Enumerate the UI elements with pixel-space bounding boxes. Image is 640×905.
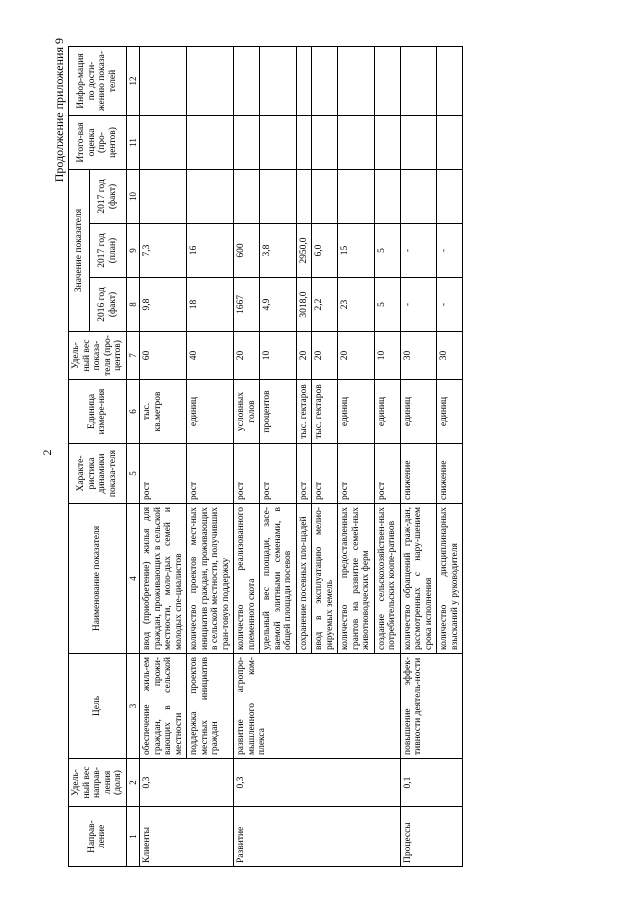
column-number: 8 <box>126 278 140 332</box>
header-direction-weight: Удель-ный вес направ-ления (доля) <box>69 759 127 807</box>
cell-2016-fact: 1667 <box>234 278 260 332</box>
cell-indicator-name: количество дисциплинарных взысканий у руководителя <box>437 504 463 654</box>
cell-direction: Клиенты <box>140 807 234 867</box>
cell-direction: Развитие <box>234 807 401 867</box>
cell-unit: тыс. гектаров <box>312 380 338 444</box>
cell-dynamics: рост <box>234 444 260 504</box>
cell-2016-fact: - <box>400 278 437 332</box>
cell-2017-fact <box>312 169 338 223</box>
cell-indicator-name: ввод в эксплуатацию мелио-рируемых земель <box>312 504 338 654</box>
cell-dynamics: рост <box>296 444 312 504</box>
cell-dynamics: снижение <box>437 444 463 504</box>
table-row <box>400 46 437 866</box>
cell-2017-plan: 7,3 <box>140 224 187 278</box>
cell-indicator-name: количество реализованного племенного скота <box>234 504 260 654</box>
cell-2017-fact <box>187 169 234 223</box>
cell-info <box>400 46 437 115</box>
cell-goal: обеспечение жиль-ем граждан, прожи-вающих в сельской местности <box>140 654 187 759</box>
cell-2017-plan: 3,8 <box>260 224 297 278</box>
cell-dynamics: рост <box>187 444 234 504</box>
table-row <box>234 46 260 866</box>
column-number: 6 <box>126 380 140 444</box>
cell-2017-plan: - <box>400 224 437 278</box>
cell-goal: развитие агропро-мышленного ком-плекса <box>234 654 401 759</box>
cell-2016-fact: 3018,0 <box>296 278 312 332</box>
cell-final-score <box>187 115 234 169</box>
cell-2016-fact: 5 <box>374 278 400 332</box>
cell-info <box>234 46 260 115</box>
cell-direction-weight: 0,3 <box>234 759 401 807</box>
header-2017-fact: 2017 год (факт) <box>90 169 126 223</box>
cell-indicator-weight: 20 <box>296 332 312 380</box>
cell-dynamics: снижение <box>400 444 437 504</box>
cell-unit: единиц <box>187 380 234 444</box>
cell-unit: тыс. кв.метров <box>140 380 187 444</box>
header-value-group: Значение показателя <box>69 169 90 331</box>
cell-unit: единиц <box>338 380 375 444</box>
cell-final-score <box>400 115 437 169</box>
cell-indicator-weight: 30 <box>400 332 437 380</box>
cell-unit: единиц <box>437 380 463 444</box>
cell-2016-fact: 9,8 <box>140 278 187 332</box>
page-number: 2 <box>40 449 54 456</box>
cell-2017-plan: - <box>437 224 463 278</box>
cell-info <box>374 46 400 115</box>
cell-2016-fact: 23 <box>338 278 375 332</box>
cell-final-score <box>140 115 187 169</box>
cell-2017-fact <box>437 169 463 223</box>
cell-indicator-name: создание сельскохозяйствен-ных потребительских коопе-ративов <box>374 504 400 654</box>
header-goal: Цель <box>69 654 127 759</box>
header-unit: Единица измере-ния <box>69 380 127 444</box>
cell-unit: единиц <box>374 380 400 444</box>
cell-info <box>140 46 187 115</box>
cell-indicator-name: количество предоставленных грантов на развитие семей-ных животноводческих ферм <box>338 504 375 654</box>
header-direction: Направ-ление <box>69 807 127 867</box>
header-info: Инфор-мация по дости-жению показа-телей <box>69 46 127 115</box>
cell-direction-weight: 0,1 <box>400 759 463 807</box>
cell-unit: процентов <box>260 380 297 444</box>
header-2017-plan: 2017 год (план) <box>90 224 126 278</box>
column-number: 2 <box>126 759 140 807</box>
header-indicator-weight: Удель-ный вес показа-теля (про-центов) <box>69 332 127 380</box>
cell-dynamics: рост <box>260 444 297 504</box>
cell-indicator-name: удельный вес площади, засе-ваемой элитными семенами, в общей площади посевов <box>260 504 297 654</box>
cell-indicator-weight: 40 <box>187 332 234 380</box>
cell-final-score <box>374 115 400 169</box>
cell-dynamics: рост <box>140 444 187 504</box>
cell-2017-fact <box>400 169 437 223</box>
column-number: 9 <box>126 224 140 278</box>
cell-2017-fact <box>296 169 312 223</box>
cell-indicator-weight: 10 <box>260 332 297 380</box>
cell-indicator-name: количество обращений граж-дан, рассмотренных с нару-шением срока исполнения <box>400 504 437 654</box>
cell-indicator-weight: 20 <box>338 332 375 380</box>
cell-indicator-name: ввод (приобретение) жилья для граждан, проживающих в сельской местности, моло-дых семей и молодых спе-циалистов <box>140 504 187 654</box>
cell-2016-fact: 4,9 <box>260 278 297 332</box>
cell-final-score <box>338 115 375 169</box>
cell-goal: поддержка проектов местных инициатив граждан <box>187 654 234 759</box>
cell-direction: Процессы <box>400 807 463 867</box>
cell-indicator-weight: 20 <box>234 332 260 380</box>
cell-info <box>260 46 297 115</box>
cell-info <box>437 46 463 115</box>
cell-2016-fact: 18 <box>187 278 234 332</box>
header-2016-fact: 2016 год (факт) <box>90 278 126 332</box>
column-number: 11 <box>126 115 140 169</box>
appendix-label: Продолжение приложения 9 <box>52 38 66 183</box>
table-row <box>187 46 234 866</box>
column-number: 1 <box>126 807 140 867</box>
cell-dynamics: рост <box>312 444 338 504</box>
cell-indicator-weight: 10 <box>374 332 400 380</box>
column-number: 10 <box>126 169 140 223</box>
cell-2017-fact <box>338 169 375 223</box>
cell-goal: повышение эффек-тивности деятель-ности <box>400 654 463 759</box>
cell-2016-fact: - <box>437 278 463 332</box>
table-row <box>140 46 187 866</box>
header-final-score: Итого-вая оценка (про-центов) <box>69 115 127 169</box>
cell-final-score <box>437 115 463 169</box>
cell-indicator-name: количество проектов мест-ных инициатив граждан, проживающих в сельской местности, получивших гран-товую поддержку <box>187 504 234 654</box>
cell-info <box>187 46 234 115</box>
cell-2017-plan: 16 <box>187 224 234 278</box>
cell-indicator-name: сохранение посевных пло-щадей <box>296 504 312 654</box>
cell-final-score <box>234 115 260 169</box>
cell-2017-plan: 2950,0 <box>296 224 312 278</box>
cell-2017-fact <box>234 169 260 223</box>
column-number: 5 <box>126 444 140 504</box>
cell-final-score <box>312 115 338 169</box>
cell-2017-fact <box>374 169 400 223</box>
cell-2017-fact <box>140 169 187 223</box>
cell-indicator-weight: 20 <box>312 332 338 380</box>
cell-2017-plan: 6,0 <box>312 224 338 278</box>
column-number: 3 <box>126 654 140 759</box>
cell-unit: тыс. гектаров <box>296 380 312 444</box>
cell-2016-fact: 2,2 <box>312 278 338 332</box>
header-dynamics: Характе-ристика динамики показа-теля <box>69 444 127 504</box>
indicators-table <box>68 46 463 867</box>
cell-dynamics: рост <box>338 444 375 504</box>
column-number: 4 <box>126 504 140 654</box>
column-number: 7 <box>126 332 140 380</box>
cell-direction-weight: 0,3 <box>140 759 234 807</box>
cell-2017-plan: 15 <box>338 224 375 278</box>
cell-indicator-weight: 30 <box>437 332 463 380</box>
cell-final-score <box>260 115 297 169</box>
cell-unit: единиц <box>400 380 437 444</box>
cell-info <box>312 46 338 115</box>
cell-indicator-weight: 60 <box>140 332 187 380</box>
cell-2017-fact <box>260 169 297 223</box>
column-number: 12 <box>126 46 140 115</box>
cell-unit: условных голов <box>234 380 260 444</box>
cell-info <box>338 46 375 115</box>
cell-2017-plan: 5 <box>374 224 400 278</box>
cell-info <box>296 46 312 115</box>
cell-dynamics: рост <box>374 444 400 504</box>
cell-final-score <box>296 115 312 169</box>
column-number-row <box>126 46 140 866</box>
header-indicator-name: Наименование показателя <box>69 504 127 654</box>
cell-2017-plan: 600 <box>234 224 260 278</box>
